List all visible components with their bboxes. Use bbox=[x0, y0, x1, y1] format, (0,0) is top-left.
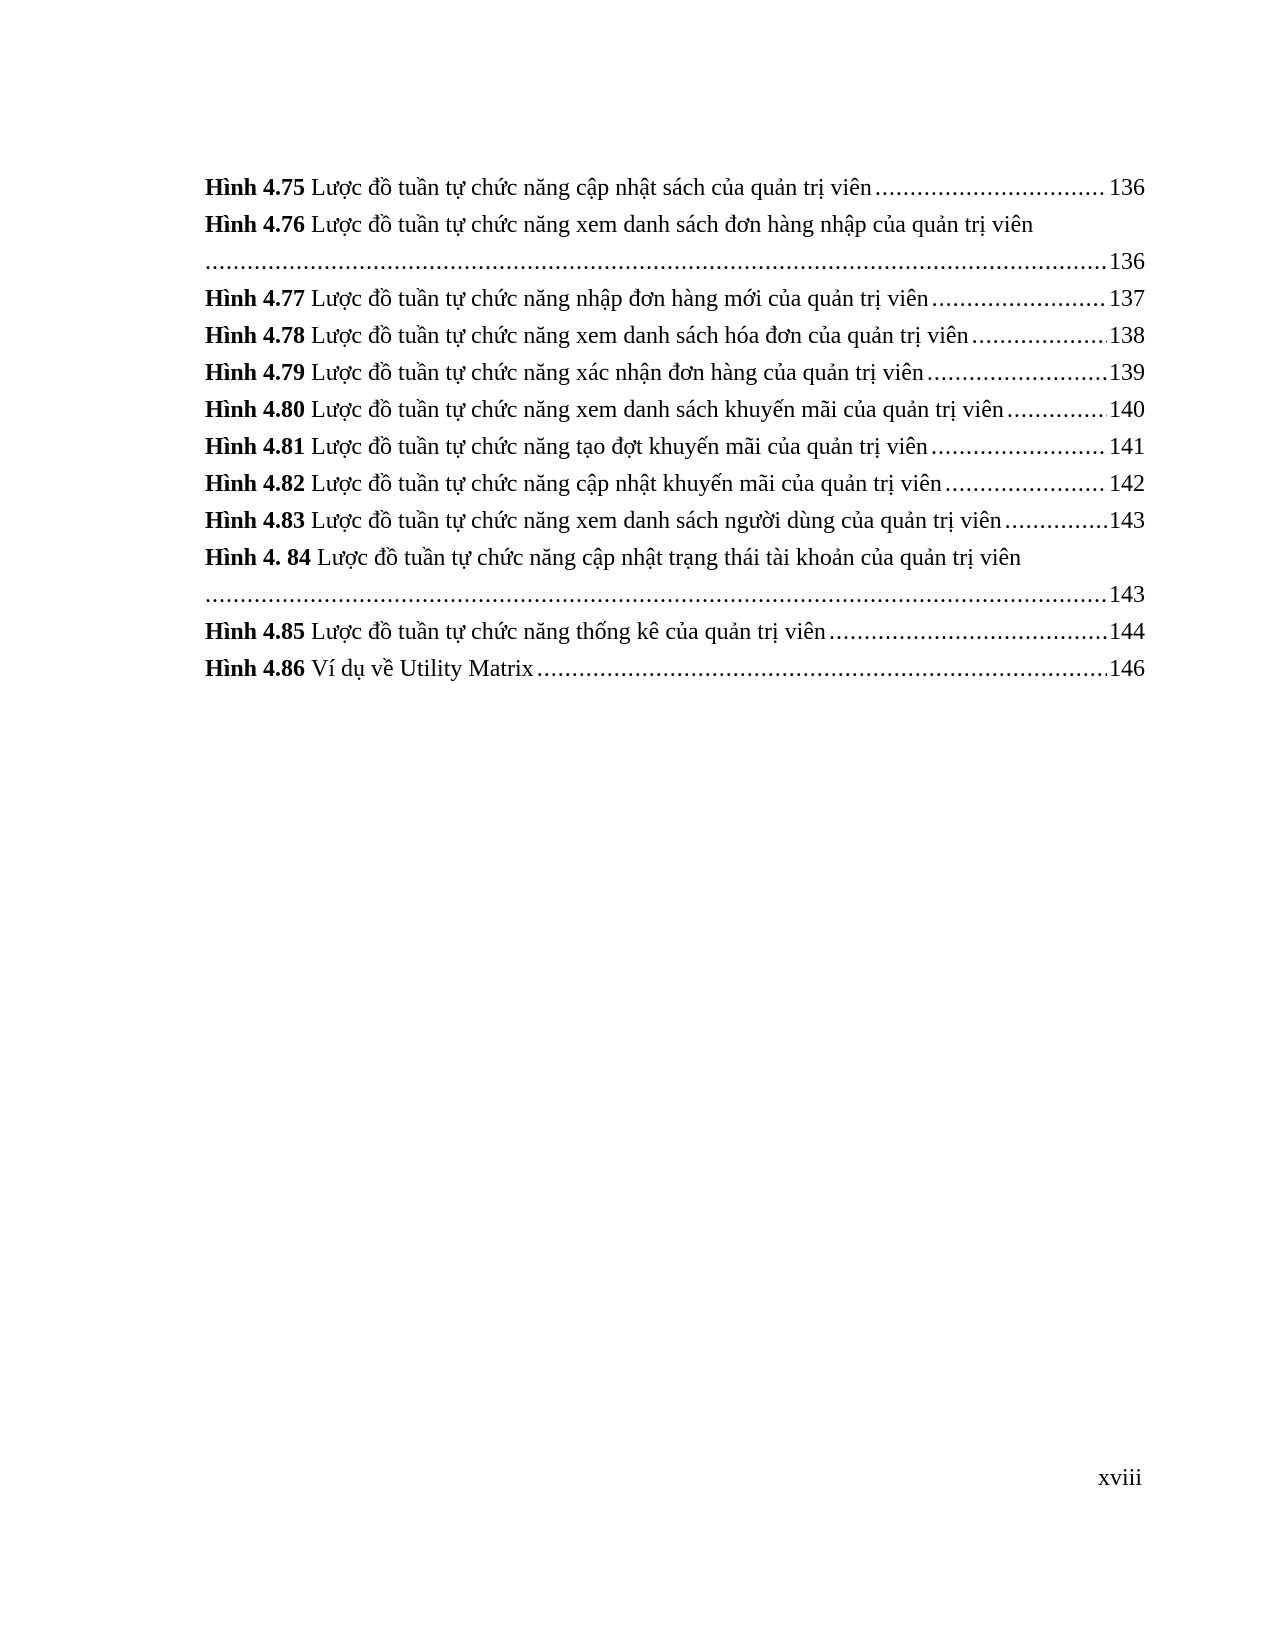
figure-label: Hình 4.80 bbox=[205, 397, 306, 423]
toc-entry[interactable] bbox=[205, 318, 1145, 355]
dot-leader bbox=[537, 651, 1107, 688]
toc-entry-line[interactable] bbox=[205, 540, 1145, 577]
toc-entry[interactable] bbox=[205, 466, 1145, 503]
page-ref: 143 bbox=[1109, 582, 1145, 608]
toc-entry-continuation[interactable] bbox=[205, 577, 1145, 614]
dot-leader bbox=[972, 318, 1107, 355]
dot-leader bbox=[1005, 503, 1107, 540]
page-ref: 140 bbox=[1109, 397, 1145, 423]
dot-leader bbox=[927, 355, 1107, 392]
page-ref: 144 bbox=[1109, 619, 1145, 645]
figure-title: Lược đồ tuần tự chức năng xác nhận đơn hàng của quản trị viên bbox=[311, 360, 924, 386]
toc-entry[interactable] bbox=[205, 503, 1145, 540]
figure-label: Hình 4. 84 bbox=[205, 545, 312, 571]
figure-label: Hình 4.75 bbox=[205, 175, 306, 201]
dot-leader bbox=[945, 466, 1107, 503]
figure-title: Lược đồ tuần tự chức năng cập nhật khuyến mãi của quản trị viên bbox=[311, 471, 942, 497]
figure-label: Hình 4.77 bbox=[205, 286, 306, 312]
dot-leader bbox=[931, 429, 1107, 466]
page-ref: 141 bbox=[1109, 434, 1145, 460]
page-ref: 143 bbox=[1109, 508, 1145, 534]
figure-label: Hình 4.78 bbox=[205, 323, 306, 349]
page-ref: 136 bbox=[1109, 175, 1145, 201]
dot-leader bbox=[875, 170, 1107, 207]
page-ref: 137 bbox=[1109, 286, 1145, 312]
figure-title: Lược đồ tuần tự chức năng xem danh sách hóa đơn của quản trị viên bbox=[311, 323, 969, 349]
figure-title: Ví dụ về Utility Matrix bbox=[311, 656, 534, 682]
figure-label: Hình 4.81 bbox=[205, 434, 306, 460]
figure-label: Hình 4.76 bbox=[205, 212, 306, 238]
figure-label: Hình 4.86 bbox=[205, 656, 306, 682]
figure-label: Hình 4.79 bbox=[205, 360, 306, 386]
toc-entry[interactable] bbox=[205, 651, 1145, 688]
figure-title: Lược đồ tuần tự chức năng cập nhật trạng thái tài khoản của quản trị viên bbox=[317, 545, 1022, 571]
figure-label: Hình 4.83 bbox=[205, 508, 306, 534]
toc-entry-line[interactable] bbox=[205, 207, 1145, 244]
dot-leader bbox=[829, 614, 1107, 651]
toc-entry[interactable] bbox=[205, 355, 1145, 392]
page-ref: 139 bbox=[1109, 360, 1145, 386]
figure-title: Lược đồ tuần tự chức năng xem danh sách khuyến mãi của quản trị viên bbox=[311, 397, 1004, 423]
figure-title: Lược đồ tuần tự chức năng nhập đơn hàng mới của quản trị viên bbox=[311, 286, 929, 312]
page-ref: 146 bbox=[1109, 656, 1145, 682]
figure-title: Lược đồ tuần tự chức năng xem danh sách đơn hàng nhập của quản trị viên bbox=[311, 212, 1034, 238]
figure-title: Lược đồ tuần tự chức năng xem danh sách người dùng của quản trị viên bbox=[311, 508, 1002, 534]
toc-entry[interactable] bbox=[205, 170, 1145, 207]
toc-entry[interactable] bbox=[205, 392, 1145, 429]
table-of-figures bbox=[205, 170, 1145, 688]
page-ref: 142 bbox=[1109, 471, 1145, 497]
page-ref: 138 bbox=[1109, 323, 1145, 349]
toc-entry-continuation[interactable] bbox=[205, 244, 1145, 281]
figure-label: Hình 4.82 bbox=[205, 471, 306, 497]
toc-entry[interactable] bbox=[205, 429, 1145, 466]
dot-leader bbox=[205, 577, 1107, 614]
dot-leader bbox=[932, 281, 1107, 318]
figure-title: Lược đồ tuần tự chức năng cập nhật sách của quản trị viên bbox=[311, 175, 872, 201]
page-number: xviii bbox=[1098, 1465, 1143, 1491]
toc-entry[interactable] bbox=[205, 614, 1145, 651]
figure-label: Hình 4.85 bbox=[205, 619, 306, 645]
toc-entry[interactable] bbox=[205, 281, 1145, 318]
figure-title: Lược đồ tuần tự chức năng thống kê của quản trị viên bbox=[311, 619, 826, 645]
dot-leader bbox=[205, 244, 1107, 281]
page-ref: 136 bbox=[1109, 249, 1145, 275]
dot-leader bbox=[1007, 392, 1107, 429]
figure-title: Lược đồ tuần tự chức năng tạo đợt khuyến mãi của quản trị viên bbox=[311, 434, 928, 460]
